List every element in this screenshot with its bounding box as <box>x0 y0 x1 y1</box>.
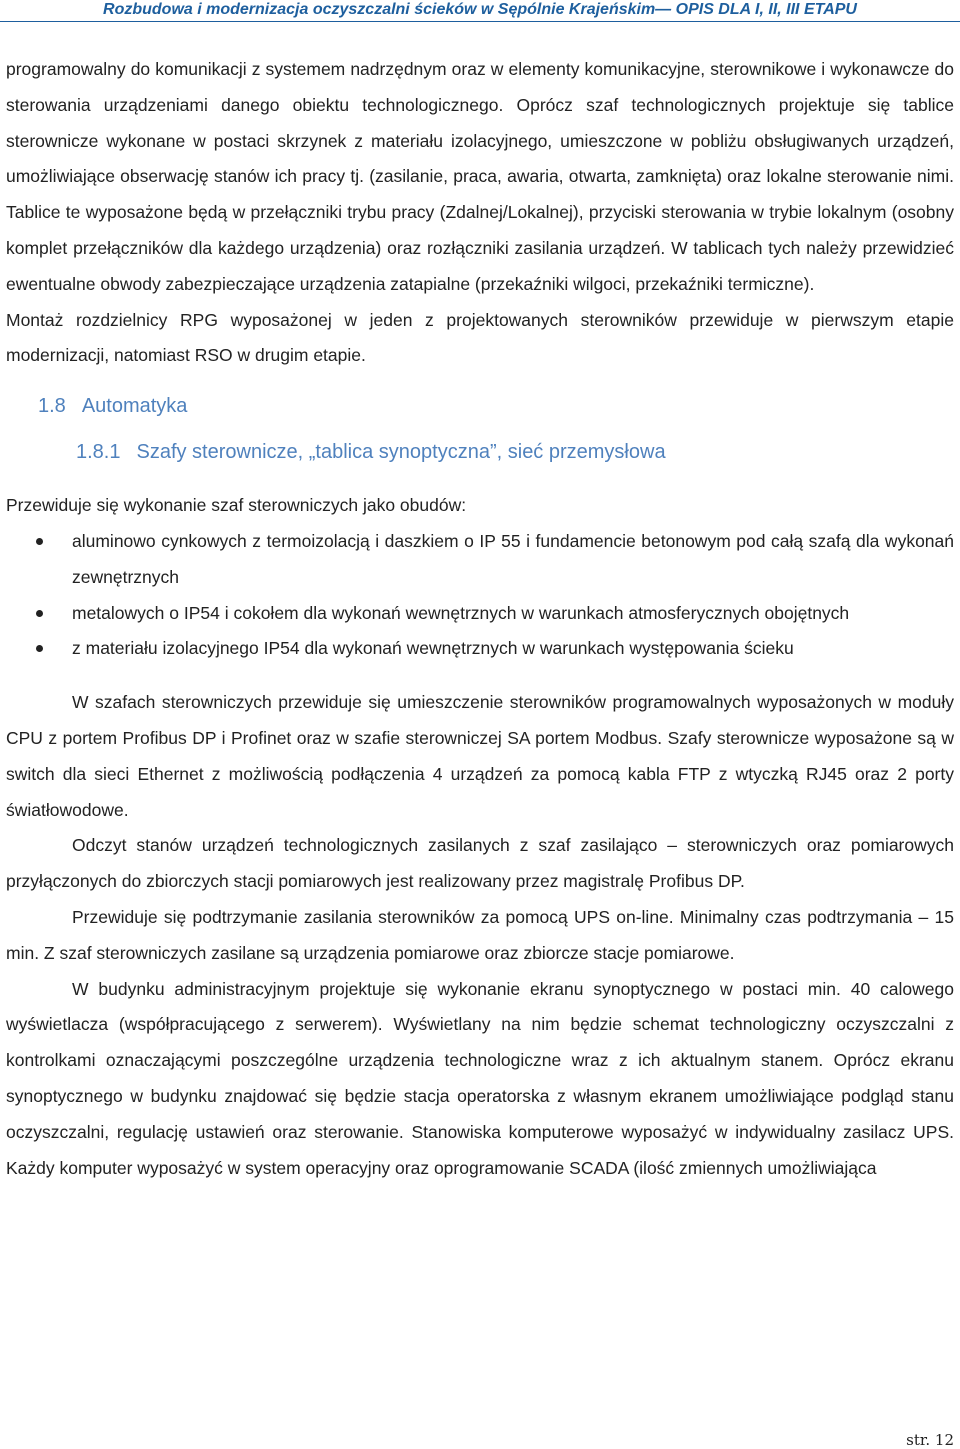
subsection-title: Szafy sterownicze, „tablica synoptyczna”, sieć przemysłowa <box>136 441 666 464</box>
list-item-text: aluminowo cynkowych z termoizolacją i daszkiem o IP 55 i fundamencie betonowym pod całą szafą dla wykonań zewnętrznych <box>72 530 954 587</box>
header-divider <box>0 21 960 22</box>
bullet-icon <box>36 610 43 617</box>
list-item <box>6 596 954 632</box>
body-paragraph-1: programowalny do komunikacji z systemem nadrzędnym oraz w elementy komunikacyjne, sterownikowe i wykonawcze do sterowania urządzeniami danego obiektu technologicznego. Oprócz szaf technologicznych projektuje się tablice sterownicze wykonane w postaci skrzynek z materiału izolacyjnego, umieszczone w pobliżu obsługiwanych urządzeń, umożliwiające obserwację stanów ich pracy tj. (zasilanie, praca, awaria, otwarta, zamknięta) oraz lokalne sterowanie nimi. Tablice te wyposażone będą w przełączniki trybu pracy (Zdalnej/Lokalnej), przyciski sterowania w trybie lokalnym (osobny komplet przełączników dla każdego urządzenia) oraz rozłączniki zasilania urządzeń. W tablicach tych należy przewidzieć ewentualne obwody zabezpieczające urządzenia zatapialne (przekaźniki wilgoci, przekaźniki termiczne). <box>6 59 954 294</box>
subsection-heading <box>6 438 954 466</box>
section-heading <box>6 392 954 420</box>
page-number: str. 12 <box>906 1431 954 1449</box>
section-number: 1.8 <box>38 395 66 418</box>
body-paragraph-3: W szafach sterowniczych przewiduje się umieszczenie sterowników programowalnych wyposażonych w moduły CPU z portem Profibus DP i Profinet oraz w szafie sterowniczej SA portem Modbus. Szafy sterownicze wyposażone są w switch dla sieci Ethernet z możliwością podłączenia 4 urządzeń za pomocą kabla FTP z wtyczką RJ45 oraz 2 porty światłowodowe. <box>6 692 954 820</box>
list-item <box>6 524 954 596</box>
enclosure-list <box>6 524 954 667</box>
page-header <box>0 0 960 20</box>
section-title: Automatyka <box>81 395 188 418</box>
body-paragraph-5: Przewiduje się podtrzymanie zasilania sterowników za pomocą UPS on-line. Minimalny czas podtrzymania – 15 min. Z szaf sterowniczych zasilane są urządzenia pomiarowe oraz zbiorcze stacje pomiarowe. <box>6 906 954 963</box>
body-paragraph-2: Montaż rozdzielnicy RPG wyposażonej w jeden z projektowanych sterowników przewiduje w pierwszym etapie modernizacji, natomiast RSO w drugim etapie. <box>6 309 954 366</box>
bullet-icon <box>36 538 43 545</box>
bullet-icon <box>36 645 43 652</box>
intro-paragraph: Przewiduje się wykonanie szaf sterowniczych jako obudów: <box>6 495 467 516</box>
list-item <box>6 631 954 667</box>
document-title: Rozbudowa i modernizacja oczyszczalni ścieków w Sępólnie Krajeńskim— OPIS DLA I, II, III ETAPU <box>103 1 857 18</box>
list-item-text: metalowych o IP54 i cokołem dla wykonań wewnętrznych w warunkach atmosferycznych obojętnych <box>72 602 850 623</box>
subsection-number: 1.8.1 <box>76 441 121 464</box>
body-paragraph-4: Odczyt stanów urządzeń technologicznych zasilanych z szaf zasilająco – sterowniczych oraz pomiarowych przyłączonych do zbiorczych stacji pomiarowych jest realizowany przez magistralę Profibus DP. <box>6 835 954 892</box>
list-item-text: z materiału izolacyjnego IP54 dla wykonań wewnętrznych w warunkach występowania ścieku <box>72 638 794 659</box>
body-paragraph-6: W budynku administracyjnym projektuje się wykonanie ekranu synoptycznego w postaci min. 40 calowego wyświetlacza (współpracującego z serwerem). Wyświetlany na nim będzie schemat technologiczny oczyszczalni z kontrolkami oznaczającymi poszczególne urządzenia technologiczne wraz z ich aktualnym stanem. Oprócz ekranu synoptycznego w budynku znajdować się będzie stacja operatorska z własnym ekranem umożliwiające podgląd stanu oczyszczalni, regulację ustawień oraz sterowanie. Stanowiska komputerowe wyposażyć w indywidualny zasilacz UPS. Każdy komputer wyposażyć w system operacyjny oraz oprogramowanie SCADA (ilość zmiennych umożliwiająca <box>6 978 954 1178</box>
document-body <box>6 52 954 1186</box>
